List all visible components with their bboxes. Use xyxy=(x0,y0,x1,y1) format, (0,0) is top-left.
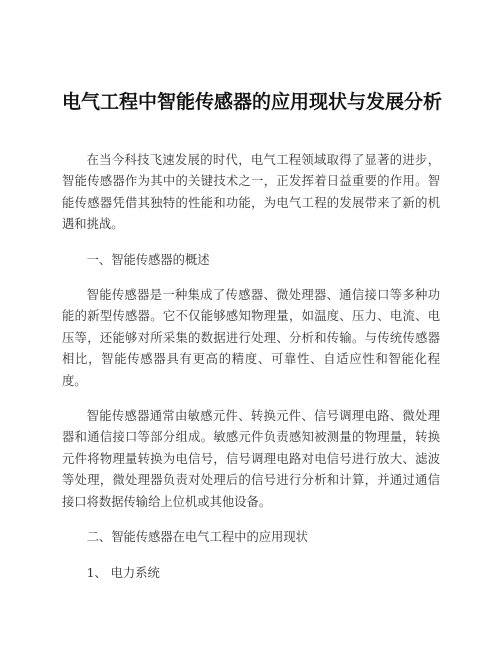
section-heading-applications: 二、智能传感器在电气工程中的应用现状 xyxy=(86,530,308,545)
subsection-heading-power-system: 1、 电力系统 xyxy=(86,565,160,580)
document-title: 电气工程中智能传感器的应用现状与发展分析 xyxy=(62,91,443,113)
section-heading-overview: 一、智能传感器的概述 xyxy=(86,252,210,267)
overview-paragraph-1: 智能传感器是一种集成了传感器、微处理器、通信接口等多种功能的新型传感器。它不仅能够感知物理量，如温度、压力、电流、电压等，还能够对所采集的数据进行处理、分析和传输。与传统传感器相比，智能传感器具有更高的精度、可靠性、自适应性和智能化程度。 xyxy=(62,288,440,388)
intro-paragraph: 在当今科技飞速发展的时代，电气工程领域取得了显著的进步，智能传感器作为其中的关键技术之一，正发挥着日益重要的作用。智能传感器凭借其独特的性能和功能，为电气工程的发展带来了新的机遇和挑战。 xyxy=(62,153,440,232)
document-body xyxy=(62,150,440,598)
overview-paragraph-2: 智能传感器通常由敏感元件、转换元件、信号调理电路、微处理器和通信接口等部分组成。敏感元件负责感知被测量的物理量，转换元件将物理量转换为电信号，信号调理电路对电信号进行放大、滤波等处理，微处理器负责对处理后的信号进行分析和计算，并通过通信接口将数据传输给上位机或其他设备。 xyxy=(62,409,440,509)
